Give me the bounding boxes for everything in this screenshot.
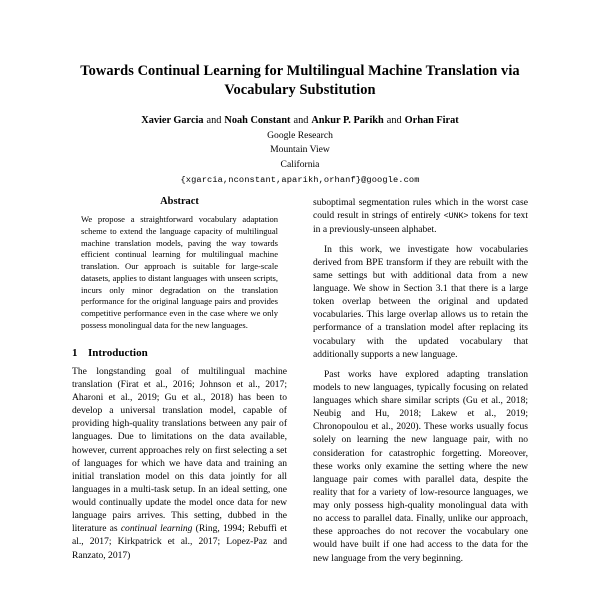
unk-token: <UNK>	[443, 212, 469, 222]
body-paragraph: Past works have explored adapting translation models to new languages, typically focusing on related languages which share similar scripts (Gu et al., 2018; Neubig and Hu, 2018; Lakew et al., 2019; Chronopoulou et al., 2020). These works usually focus solely on learning the new language pair, with no consideration for catastrophic forgetting. Moreover, these works only examine the setting where the new language pair comes with parallel data, despite the reality that for a variety of low-resource languages, we may only possess high-quality monolingual data with no access to parallel data. Finally, unlike our approach, these approaches do not recover the vocabulary one would have built if one had access to the data for the new language from the very beginning.	[313, 368, 528, 564]
body-paragraph: In this work, we investigate how vocabularies derived from BPE transform if they are rebuilt with the same settings but with additional data from a new language. We show in Section 3.1 that there is a large token overlap between the original and updated vocabularies. This large overlap allows us to retain the performance of a translation model after replacing its vocabulary with the updated vocabulary that additionally supports a new language.	[313, 243, 528, 360]
author-separator: and	[386, 115, 402, 127]
author-name: Xavier Garcia	[141, 115, 204, 127]
right-column	[313, 196, 528, 565]
author-name: Noah Constant	[224, 115, 291, 127]
left-column	[72, 196, 287, 565]
author-list	[72, 115, 528, 127]
author-separator: and	[206, 115, 222, 127]
section-title: Introduction	[88, 346, 148, 359]
section-heading-introduction	[72, 347, 287, 359]
continued-text-a: suboptimal segmentation rules which in the worst case could result in strings of entirely	[313, 197, 528, 222]
contact-email: {xgarcia,nconstant,aparikh,orhanf}@google.com	[180, 174, 420, 185]
abstract-heading: Abstract	[160, 196, 199, 207]
affiliation-city: Mountain View	[270, 144, 330, 156]
intro-emphasis: continual learning	[120, 523, 193, 535]
title-block	[0, 0, 600, 185]
author-name: Ankur P. Parikh	[311, 115, 384, 127]
introduction-paragraph	[72, 365, 287, 562]
abstract-text: We propose a straightforward vocabulary adaptation scheme to extend the language capacity of multilingual machine translation models, paving the way towards efficient continual learning for multilingual machine translation. Our approach is suitable for large-scale datasets, applies to distant languages with unseen scripts, incurs only minor degradation on the translation performance for the original language pairs and provides competitive performance even in the case where we only possess monolingual data for the new languages.	[81, 214, 278, 331]
intro-text-b: (Ring, 1994; Rebuffi et al., 2017; Kirkpatrick et al., 2017; Lopez-Paz and Ranzato, 2017)	[72, 523, 287, 561]
author-separator: and	[293, 115, 309, 127]
two-column-body	[0, 196, 600, 565]
intro-text-a: The longstanding goal of multilingual machine translation (Firat et al., 2016; Johnson et al., 2017; Aharoni et al., 2019; Gu et al., 2018) has been to develop a universal translation model, capable of providing high-quality translations between any pair of languages. Due to limitations on the data available, however, current approaches rely on first selecting a set of languages for which we have data and training an initial translation model on this data jointly for all languages in a multi-task setup. In an ideal setting, one would continually update the model once data for new language pairs arrives. This setting, dubbed in the literature as	[72, 365, 287, 535]
author-name: Orhan Firat	[404, 115, 459, 127]
page-title: Towards Continual Learning for Multilingual Machine Translation via Vocabulary Substitution	[80, 63, 520, 99]
continued-paragraph	[313, 196, 528, 236]
section-number: 1	[72, 346, 78, 359]
continued-text-b: tokens for text in a previously-unseen alphabet.	[313, 210, 528, 235]
affiliation-organization: Google Research	[267, 129, 333, 141]
affiliation-state: California	[280, 158, 320, 170]
